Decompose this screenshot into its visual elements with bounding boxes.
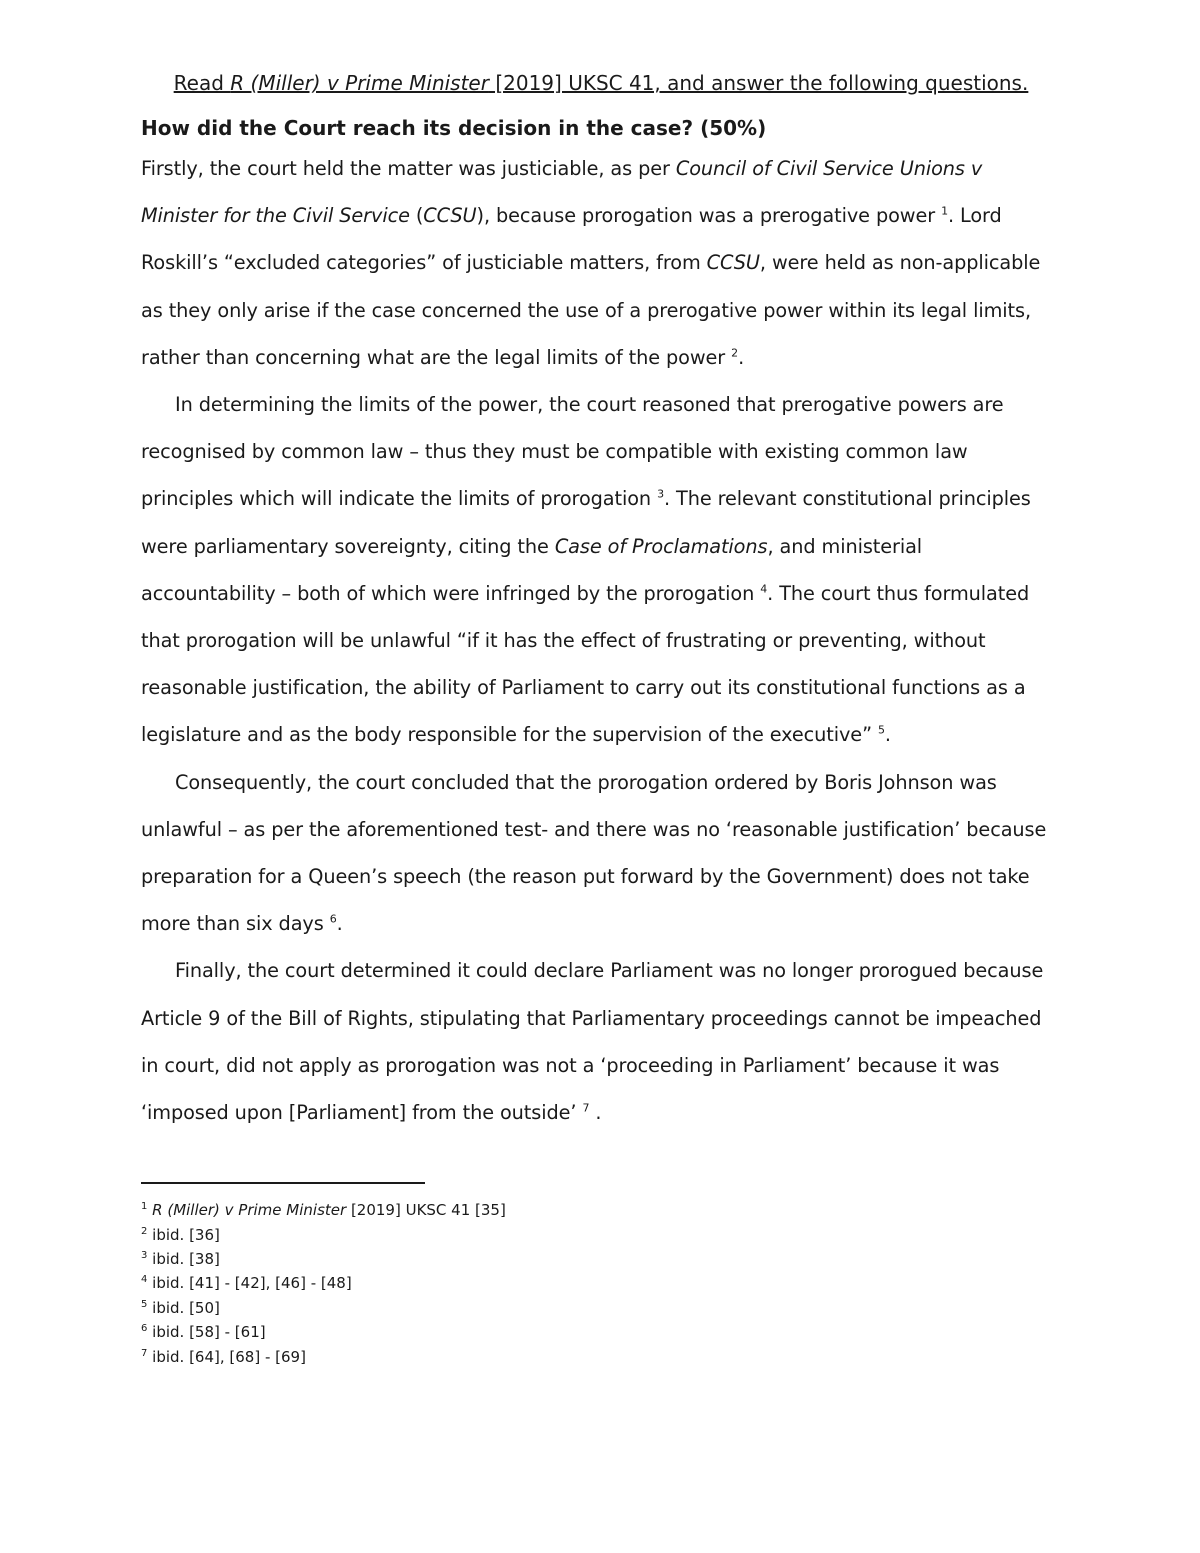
document-title: [141, 60, 1061, 107]
footnote-ref[interactable]: 5: [878, 724, 885, 738]
text-run: . The court thus formulated that prorogation will be unlawful “if it has the effect of frustrating or preventing, without reasonable justification, the ability of Parliament to carry out its constitutional functions as a legislature and as the body responsible for the supervision of the executive”: [141, 581, 1030, 747]
footnote-case-name: R (Miller) v Prime Minister: [152, 1201, 347, 1220]
footnote: [141, 1296, 1061, 1320]
case-abbreviation: CCSU: [706, 251, 760, 275]
text-run: Firstly, the court held the matter was justiciable, as per: [141, 157, 676, 180]
title-suffix: [2019] UKSC 41, and answer the following questions.: [488, 71, 1029, 95]
footnote-text: ibid. [38]: [152, 1250, 220, 1269]
footnote: [141, 1223, 1061, 1247]
footnote-number: 4: [141, 1274, 148, 1286]
text-run: .: [738, 345, 745, 369]
footnote-ref[interactable]: 1: [941, 204, 948, 218]
footnote-ref[interactable]: 7: [582, 1101, 590, 1115]
footnote-number: 3: [141, 1250, 148, 1262]
text-run: . The relevant constitutional principles were parliamentary sovereignty, citing the: [141, 487, 1031, 558]
footnote-text: [2019] UKSC 41 [35]: [346, 1201, 506, 1220]
footnote-text: ibid. [50]: [152, 1298, 220, 1317]
text-run: .: [336, 912, 343, 936]
text-run: , were held as non-applicable as they only arise if the case concerned the use of a prerogative power within its legal limits, rather than concerning what are the legal limits of the power: [141, 251, 1041, 369]
footnote-ref[interactable]: 4: [760, 582, 768, 596]
text-run: Consequently, the court concluded that the prorogation ordered by Boris Johnson was unlawful – as per the aforementioned test- and there was no ‘reasonable justification’ because preparation for a Queen’s speech (the reason put forward by the Government) does not take more than six days: [141, 770, 1047, 936]
footnote-separator: [141, 1182, 425, 1184]
footnote-number: 5: [141, 1298, 148, 1310]
footnote-ref[interactable]: 2: [731, 346, 739, 360]
footnote-text: ibid. [64], [68] - [69]: [152, 1347, 306, 1366]
paragraph-4: [141, 947, 1061, 1136]
case-abbreviation: CCSU: [423, 204, 477, 228]
footnote: [141, 1320, 1061, 1344]
footnote-ref[interactable]: 6: [329, 912, 337, 926]
footnote-number: 1: [141, 1201, 148, 1213]
footnote-text: ibid. [36]: [152, 1225, 220, 1244]
footnotes: [141, 1198, 1061, 1369]
text-run: .: [589, 1101, 602, 1125]
footnote: [141, 1198, 1061, 1222]
footnote: [141, 1271, 1061, 1295]
text-run: ), because prorogation was a prerogative power: [476, 204, 942, 228]
case-citation: Council of Civil Service Unions v Minister for the Civil Service: [141, 157, 983, 228]
footnote-number: 2: [141, 1225, 148, 1237]
footnote-number: 7: [141, 1347, 148, 1359]
text-run: . Lord Roskill’s “excluded categories” of justiciable matters, from: [141, 204, 1002, 275]
text-run: (: [409, 204, 424, 228]
footnote: [141, 1247, 1061, 1271]
text-run: Finally, the court determined it could declare Parliament was no longer prorogued because Article 9 of the Bill of Rights, stipulating that Parliamentary proceedings cannot be impeached in court, did not apply as prorogation was not a ‘proceeding in Parliament’ because it was ‘imposed upon [Parliament] from the outside’: [141, 959, 1044, 1125]
footnote-text: ibid. [41] - [42], [46] - [48]: [152, 1274, 352, 1293]
paragraph-1: [141, 145, 1061, 381]
paragraph-3: [141, 759, 1061, 948]
text-run: , and ministerial accountability – both of which were infringed by the prorogation: [141, 534, 923, 605]
footnote-ref[interactable]: 3: [657, 488, 664, 501]
document-page: [141, 60, 1061, 1369]
case-citation: Case of Proclamations: [554, 534, 768, 558]
text-run: .: [884, 723, 891, 747]
question-heading: How did the Court reach its decision in the case? (50%): [141, 116, 767, 140]
title-case-name: R (Miller) v Prime Minister: [230, 71, 489, 95]
footnote: [141, 1345, 1061, 1369]
paragraph-2: [141, 381, 1061, 759]
footnote-text: ibid. [58] - [61]: [152, 1323, 266, 1342]
text-run: In determining the limits of the power, the court reasoned that prerogative powers are recognised by common law – thus they must be compatible with existing common law principles which will indicate the limits of prorogation: [141, 393, 1004, 511]
footnote-number: 6: [141, 1323, 148, 1335]
title-prefix: Read: [173, 71, 231, 95]
